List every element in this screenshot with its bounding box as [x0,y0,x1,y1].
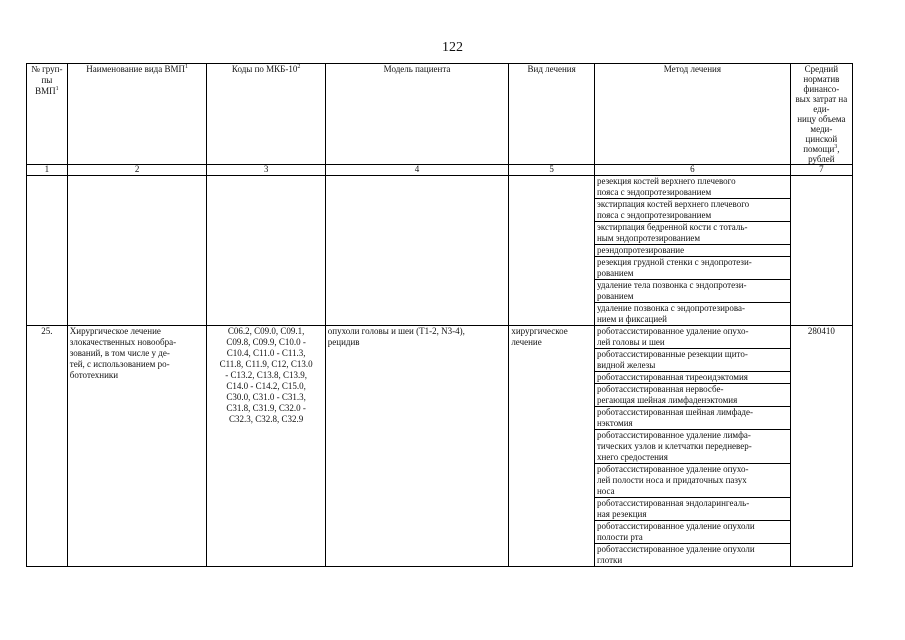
vmp-name: Хирургическое лечение злокачественных новообра- зований, в том числе у де- тей, с использованием ро- бототехники [67,326,207,567]
vmp-table [26,63,853,567]
header-icd-codes: Коды по МКБ-$10^2$ [207,64,325,165]
page-number: 122 [442,40,463,55]
method-item: резекция костей верхнего плечевого пояса с эндопротезированием [595,176,790,199]
group-number: 25. [27,326,68,567]
method-item: удаление позвонка с эндопротезирова- нием и фиксацией [596,303,746,324]
header-vmp-name: Наименование вида ВМП$^1$ [67,64,207,165]
column-number: 2 [67,165,207,176]
method-item: роботассистированное удаление опухо- лей головы и шеи [595,326,790,349]
patient-model: опухоли головы и шеи (T1-2, N3-4), рецидив [325,326,509,567]
icd-codes: C06.2, C09.0, C09.1, C09.8, C09.9, C10.0 - C10.4, C11.0 - C11.3, C11.8, C11.9, C12, C13.0 - C13.2, C13.8, C13.9, C14.0 - C14.2, C15.0, C30.0, C31.0 - C31.3, C31.8, C31.9, C32.0 - C32.3, C32.8, C32.9 [207,326,325,567]
column-number: 7 [790,165,852,176]
average-cost: 280410 [790,326,852,567]
group-25-row [27,326,853,567]
method-item: роботассистированная нервосбе- регающая шейная лимфаденэктомия [595,384,790,407]
method-item: роботассистированное удаление опухо- лей полости носа и придаточных пазух носа [595,464,790,498]
header-average-cost: Средний норматив финансо- вых затрат на еди- ницу объема меди- цинской помощи$^3$, рублей [790,64,852,165]
column-number: 3 [207,165,325,176]
method-item: экстирпация костей верхнего плечевого пояса с эндопротезированием [595,199,790,222]
method-item: роботассистированные резекции щито- видной железы [595,349,790,372]
method-item: роботассистированная тиреоидэктомия [595,372,790,384]
header-patient-model: Модель пациента [325,64,509,165]
method-item: роботассистированное удаление опухоли полости рта [595,521,790,544]
header-group-number: № груп- пы ВМП$^1$ [27,64,68,165]
column-number: 4 [325,165,509,176]
treatment-methods-cell [594,326,790,567]
method-item: роботассистированное удаление лимфа- тических узлов и клетчатки передневер- хнего средостения [595,430,790,464]
method-item: экстирпация бедренной кости с тоталь- ным эндопротезированием [595,222,790,245]
column-number: 1 [27,165,68,176]
method-item: удаление тела позвонка с эндопротези- рованием [595,280,790,303]
column-number: 5 [509,165,595,176]
table-header-row [27,64,853,165]
column-number-row [27,165,853,176]
column-number: 6 [594,165,790,176]
method-item: роботассистированная шейная лимфаде- нэктомия [595,407,790,430]
method-item: роботассистированная эндоларингеаль- ная резекция [595,498,790,521]
continued-row [27,176,853,326]
method-item: роботассистированное удаление опухоли глотки [596,544,755,565]
treatment-type: хирургическое лечение [509,326,595,567]
header-treatment-type: Вид лечения [509,64,595,165]
header-treatment-method: Метод лечения [594,64,790,165]
continued-methods-cell [594,176,790,326]
method-item: реэндопротезирование [595,245,790,257]
method-item: резекция грудной стенки с эндопротези- рованием [595,257,790,280]
